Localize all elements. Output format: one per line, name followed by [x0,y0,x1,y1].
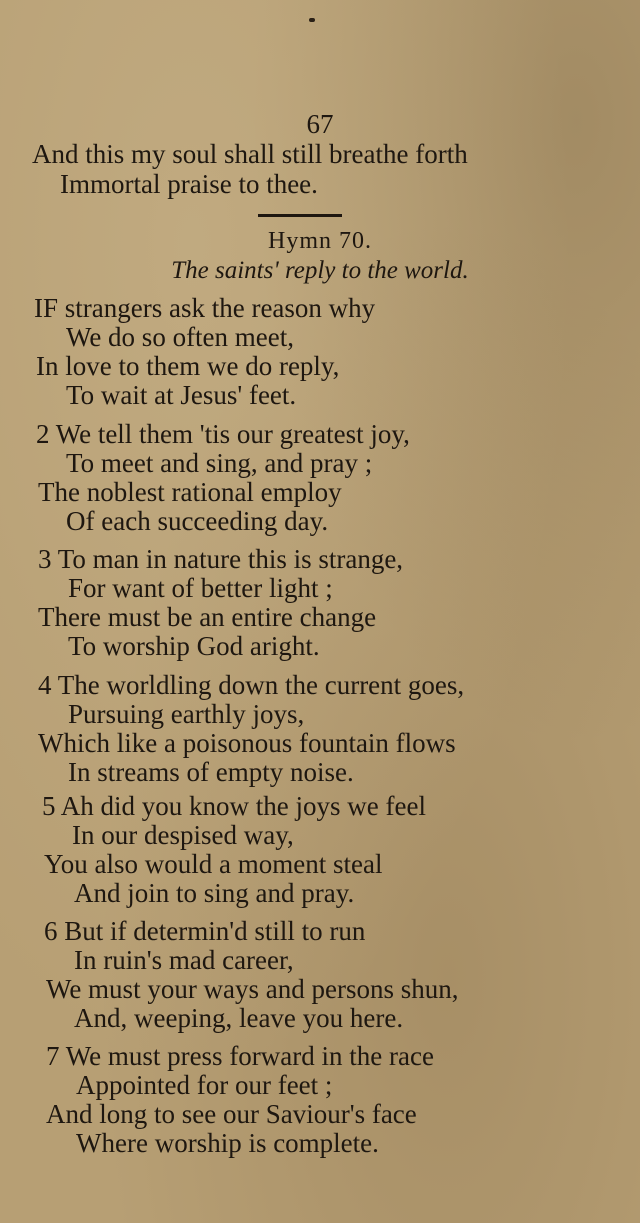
stanza-1-line-3: In love to them we do reply, [36,351,340,381]
stanza-7-line-3: And long to see our Saviour's face [46,1099,417,1129]
stanza-6-line-4: And, weeping, leave you here. [74,1003,404,1033]
stanza-2-line-2: To meet and sing, and pray ; [66,448,373,478]
stanza-2-line-4: Of each succeeding day. [66,506,329,536]
stanza-1-line-4: To wait at Jesus' feet. [66,380,297,410]
stanza-5-line-3: You also would a moment steal [44,849,383,879]
page-number: 67 [306,109,334,139]
carryover-line-2: Immortal praise to thee. [60,169,318,199]
stanza-5-line-4: And join to sing and pray. [74,878,355,908]
stanza-3-line-1: 3 To man in nature this is strange, [38,544,404,574]
stanza-3-line-4: To worship God aright. [68,631,320,661]
stanza-5-line-1: 5 Ah did you know the joys we feel [42,791,426,821]
stanza-6-line-3: We must your ways and persons shun, [46,974,459,1004]
stanza-2-line-3: The noblest rational employ [38,477,342,507]
stanza-7-line-2: Appointed for our feet ; [76,1070,333,1100]
stanza-3-line-2: For want of better light ; [68,573,333,603]
stanza-4-line-4: In streams of empty noise. [68,757,354,787]
carryover-line-1: And this my soul shall still breathe forth [32,139,468,169]
stanza-3-line-3: There must be an entire change [38,602,377,632]
stanza-6-line-1: 6 But if determin'd still to run [44,916,366,946]
stanza-1-line-2: We do so often meet, [66,322,295,352]
stanza-6-line-2: In ruin's mad career, [74,945,294,975]
stanza-2-line-1: 2 We tell them 'tis our greatest joy, [36,419,410,449]
stanza-4-line-2: Pursuing earthly joys, [68,699,305,729]
stanza-4-line-1: 4 The worldling down the current goes, [38,670,465,700]
stanza-7-line-4: Where worship is complete. [76,1128,379,1158]
section-divider [258,214,342,217]
hymn-title: Hymn 70. [268,228,372,254]
ink-speck [309,18,315,22]
hymn-subtitle: The saints' reply to the world. [171,257,469,284]
stanza-1-line-1: IF strangers ask the reason why [34,293,376,323]
stanza-5-line-2: In our despised way, [72,820,294,850]
stanza-4-line-3: Which like a poisonous fountain flows [38,728,456,758]
stanza-7-line-1: 7 We must press forward in the race [46,1041,434,1071]
